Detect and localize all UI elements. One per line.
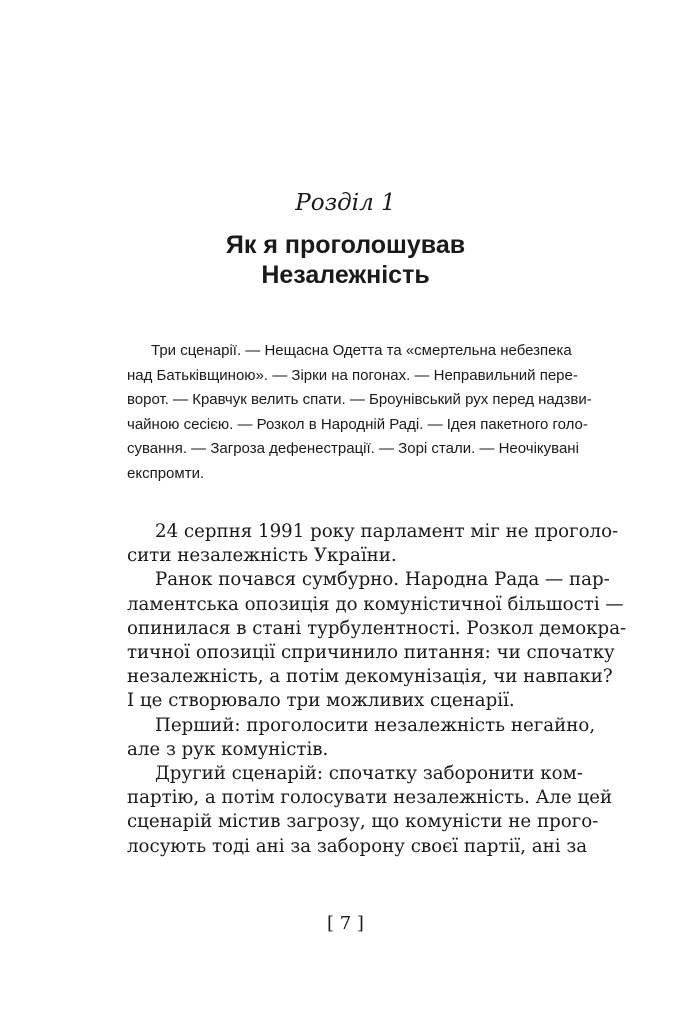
chapter-label: Розділ 1 xyxy=(295,190,396,216)
chapter-title-line-1: Як я проголошував xyxy=(225,231,466,259)
summary-line: експромти. xyxy=(127,464,205,482)
body-line: І це створювало три можливих сценарії. xyxy=(127,690,515,712)
summary-line: ворот. — Кравчук велить спати. — Броунівський рух перед надзви- xyxy=(127,391,592,408)
body-line: сценарій містив загрозу, що комуністи не прого- xyxy=(127,811,599,833)
body-line: опинилася в стані турбулентності. Розкол демокра- xyxy=(127,617,627,639)
body-text xyxy=(127,520,627,859)
chapter-title xyxy=(0,230,691,290)
summary-line: Три сценарії. — Нещасна Одетта та «смертельна небезпека xyxy=(151,342,572,359)
body-line: тичної опозиції спричинило питання: чи спочатку xyxy=(127,642,615,664)
body-line: але з рук комуністів. xyxy=(127,738,329,760)
body-line: Перший: проголосити незалежність негайно, xyxy=(155,714,596,736)
page-number: [ 7 ] xyxy=(327,913,364,934)
body-line: лосують тоді ані за заборону своєї партії, ані за xyxy=(127,835,588,857)
summary-line: чайною сесією. — Розкол в Народній Раді. — Ідея пакетного голо- xyxy=(127,415,588,433)
body-line: ламентська опозиція до комуністичної більшості — xyxy=(127,593,624,615)
body-line: Ранок почався сумбурно. Народна Рада — пар- xyxy=(155,569,610,591)
summary-line: над Батьківщиною». — Зірки на погонах. — Неправильний пере- xyxy=(127,366,578,384)
body-line: 24 серпня 1991 року парламент міг не проголо- xyxy=(155,521,619,542)
summary-line: сування. — Загроза дефенестрації. — Зорі стали. — Неочікувані xyxy=(127,440,579,457)
body-line: незалежність, а потім декомунізація, чи навпаки? xyxy=(127,666,613,688)
body-line: Другий сценарій: спочатку заборонити ком- xyxy=(155,763,583,785)
body-line: сити незалежність України. xyxy=(127,545,397,567)
chapter-title-line-2: Незалежність xyxy=(261,261,430,289)
chapter-summary xyxy=(127,339,592,486)
body-line: партію, а потім голосувати незалежність. Але цей xyxy=(127,787,613,809)
